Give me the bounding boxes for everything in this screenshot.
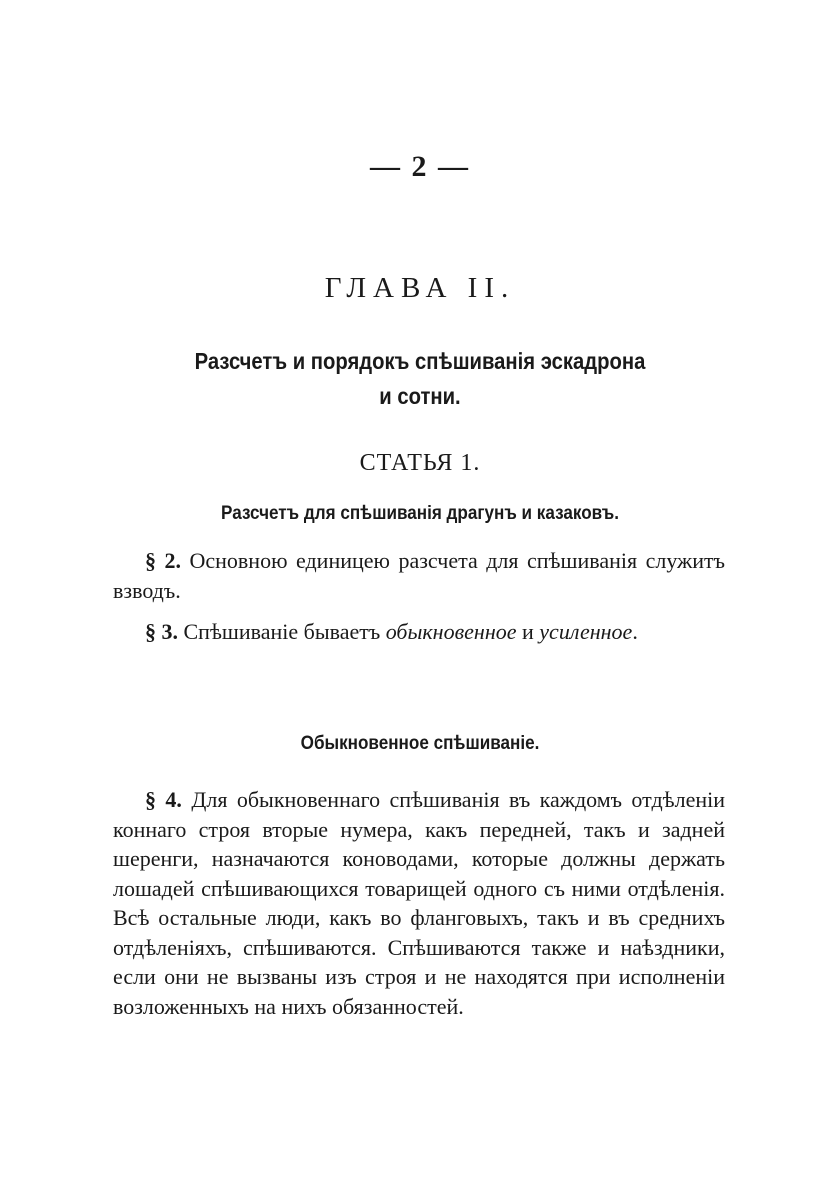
chapter-subtitle-line-2: и сотни. <box>379 383 461 409</box>
page-number: — 2 — <box>370 150 470 183</box>
paragraph-2 <box>113 546 725 605</box>
paragraph-3-text-mid: и <box>516 619 540 644</box>
paragraph-3-text-after: . <box>632 619 638 644</box>
paragraph-3-text-before: Спѣшиваніе бываетъ <box>178 619 386 644</box>
chapter-subtitle <box>138 344 701 414</box>
chapter-title: ГЛАВА II. <box>324 272 516 304</box>
paragraph-3-emphasis-reinforced: усиленное <box>539 619 633 644</box>
article-subtitle: Разсчетъ для спѣшиванія драгунъ и казаковъ. <box>221 503 619 524</box>
section-heading: Обыкновенное спѣшиваніе. <box>300 733 540 754</box>
article-title: СТАТЬЯ 1. <box>359 450 481 476</box>
section-mark-4: § 4. <box>145 787 182 812</box>
paragraph-2-text: Основною единицею разсчета для спѣшиванія служитъ взводъ. <box>113 548 725 603</box>
paragraph-4-text: Для обыкновеннаго спѣшиванія въ каждомъ отдѣленіи коннаго строя вторые нумера, какъ передней, такъ и задней шеренги, назначаются коноводами, которые должны держать лошадей спѣшивающихся товарищей одного съ ними отдѣленія. Всѣ остальные люди, какъ во фланговыхъ, такъ и въ среднихъ отдѣленіяхъ, спѣшиваются. Спѣшиваются также и наѣздники, если они не вызваны изъ строя и не находятся при исполненіи возложенныхъ на нихъ обязанностей. <box>113 787 725 1019</box>
section-mark-3: § 3. <box>145 619 178 644</box>
section-mark-2: § 2. <box>145 548 181 573</box>
paragraph-3 <box>113 617 725 647</box>
chapter-subtitle-line-1: Разсчетъ и порядокъ спѣшиванія эскадрона <box>194 348 646 374</box>
paragraph-4 <box>113 785 725 1021</box>
paragraph-3-emphasis-ordinary: обыкновенное <box>385 619 517 644</box>
